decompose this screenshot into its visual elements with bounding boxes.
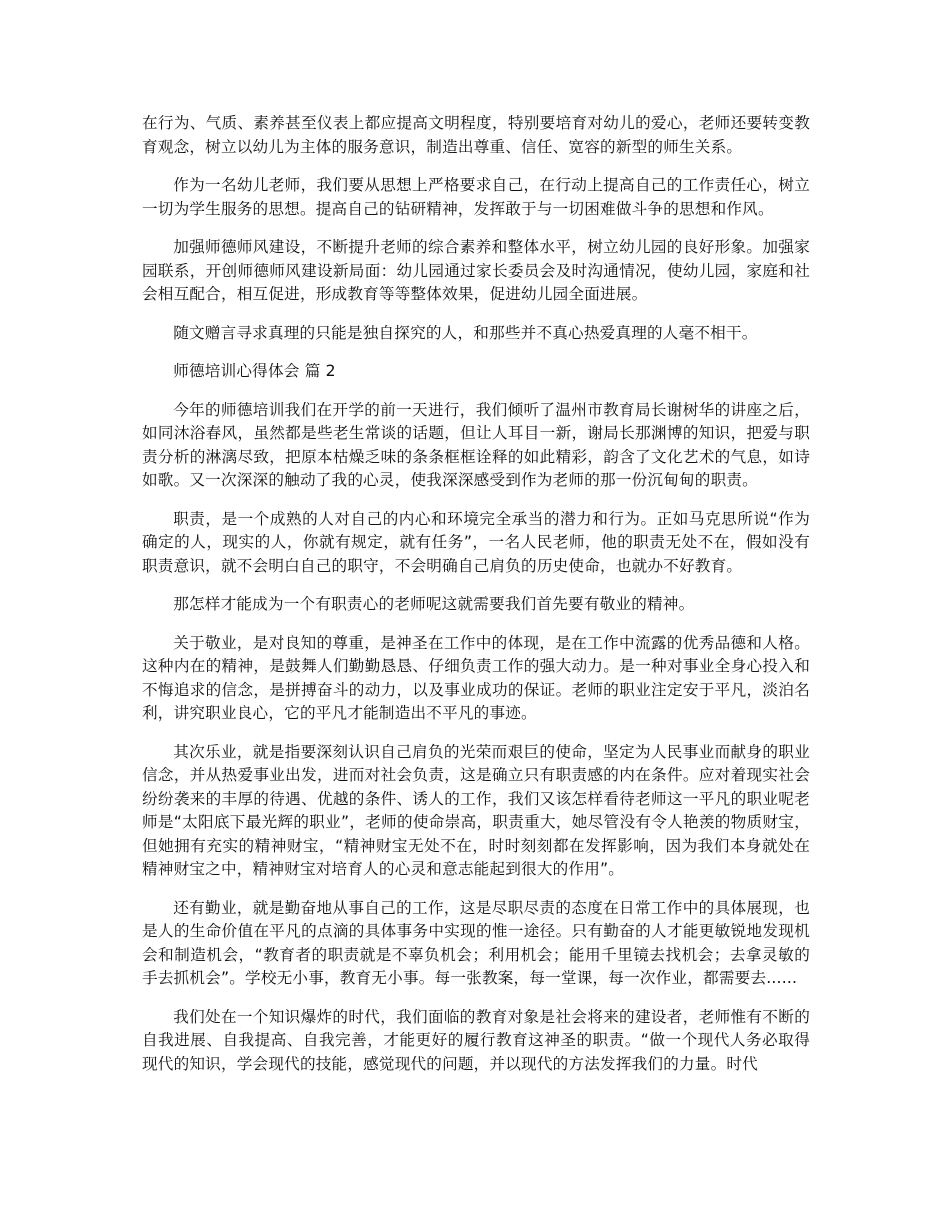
paragraph: 其次乐业，就是指要深刻认识自己肩负的光荣而艰巨的使命，坚定为人民事业而献身的职业信念，并从热爱事业出发，进而对社会负责，这是确立只有职责感的内在条件。应对着现实社会纷纷袭来的丰厚的待遇、优越的条件、诱人的工作，我们又该怎样看待老师这一平凡的职业呢老师是“太阳底下最光辉的职业”，老师的使命崇高，职责重大，她尽管没有令人艳羡的物质财宝，但她拥有充实的精神财宝，“精神财宝无处不在，时时刻刻都在发挥影响，因为我们本身就处在精神财宝之中，精神财宝对培育人的心灵和意志能起到很大的作用”。 <box>142 742 810 878</box>
paragraph: 随文赠言寻求真理的只能是独自探究的人，和那些并不真心热爱真理的人毫不相干。 <box>173 323 758 342</box>
paragraph: 加强师德师风建设，不断提升老师的综合素养和整体水平，树立幼儿园的良好形象。加强家园联系，开创师德师风建设新局面：幼儿园通过家长委员会及时沟通情况，使幼儿园，家庭和社会相互配合，相互促进，形成教育等等整体效果，促进幼儿园全面进展。 <box>142 238 810 303</box>
paragraph: 关于敬业，是对良知的尊重，是神圣在工作中的体现，是在工作中流露的优秀品德和人格。这种内在的精神，是鼓舞人们勤勤恳恳、仔细负责工作的强大动力。是一种对事业全身心投入和不悔追求的信念，是拼搏奋斗的动力，以及事业成功的保证。老师的职业注定安于平凡，淡泊名利，讲究职业良心，它的平凡才能制造出不平凡的事迹。 <box>142 633 810 722</box>
paragraph: 还有勤业，就是勤奋地从事自己的工作，这是尽职尽责的态度在日常工作中的具体展现，也是人的生命价值在平凡的点滴的具体事务中实现的惟一途径。只有勤奋的人才能更敏锐地发现机会和制造机会，“教育者的职责就是不辜负机会；利用机会；能用千里镜去找机会；去拿灵敏的手去抓机会”。学校无小事，教育无小事。每一张教案，每一堂课，每一次作业，都需要去...... <box>142 898 810 987</box>
paragraph: 职责，是一个成熟的人对自己的内心和环境完全承当的潜力和行为。正如马克思所说“作为确定的人，现实的人，你就有规定，就有任务”，一名人民老师，他的职责无处不在，假如没有职责意识，就不会明白自己的职守，不会明确自己肩负的历史使命，也就办不好教育。 <box>142 509 810 575</box>
paragraph: 那怎样才能成为一个有职责心的老师呢这就需要我们首先要有敬业的精神。 <box>173 595 695 613</box>
paragraph: 今年的师德培训我们在开学的前一天进行，我们倾听了温州市教育局长谢树华的讲座之后，如同沐浴春风，虽然都是些老生常谈的话题，但让人耳目一新，谢局长那渊博的知识，把爱与职责分析的淋漓尽致，把原本枯燥乏味的条条框框诠释的如此精彩，韵含了文化艺术的气息，如诗如歌。又一次深深的触动了我的心灵，使我深深感受到作为老师的那一份沉甸甸的职责。 <box>142 400 810 489</box>
paragraph: 作为一名幼儿老师，我们要从思想上严格要求自己，在行动上提高自己的工作责任心，树立一切为学生服务的思想。提高自己的钻研精神，发挥敢于与一切困难做斗争的思想和作风。 <box>142 176 810 218</box>
section-heading: 师德培训心得体会 篇 2 <box>173 362 336 380</box>
document-page <box>142 112 810 1091</box>
paragraph: 在行为、气质、素养甚至仪表上都应提高文明程度，特别要培育对幼儿的爱心，老师还要转变教育观念，树立以幼儿为主体的服务意识，制造出尊重、信任、宽容的新型的师生关系。 <box>142 114 810 156</box>
paragraph: 我们处在一个知识爆炸的时代，我们面临的教育对象是社会将来的建设者，老师惟有不断的自我进展、自我提高、自我完善，才能更好的履行教育这神圣的职责。“做一个现代人务必取得现代的知识，学会现代的技能，感觉现代的问题，并以现代的方法发挥我们的力量。时代 <box>142 1007 810 1073</box>
